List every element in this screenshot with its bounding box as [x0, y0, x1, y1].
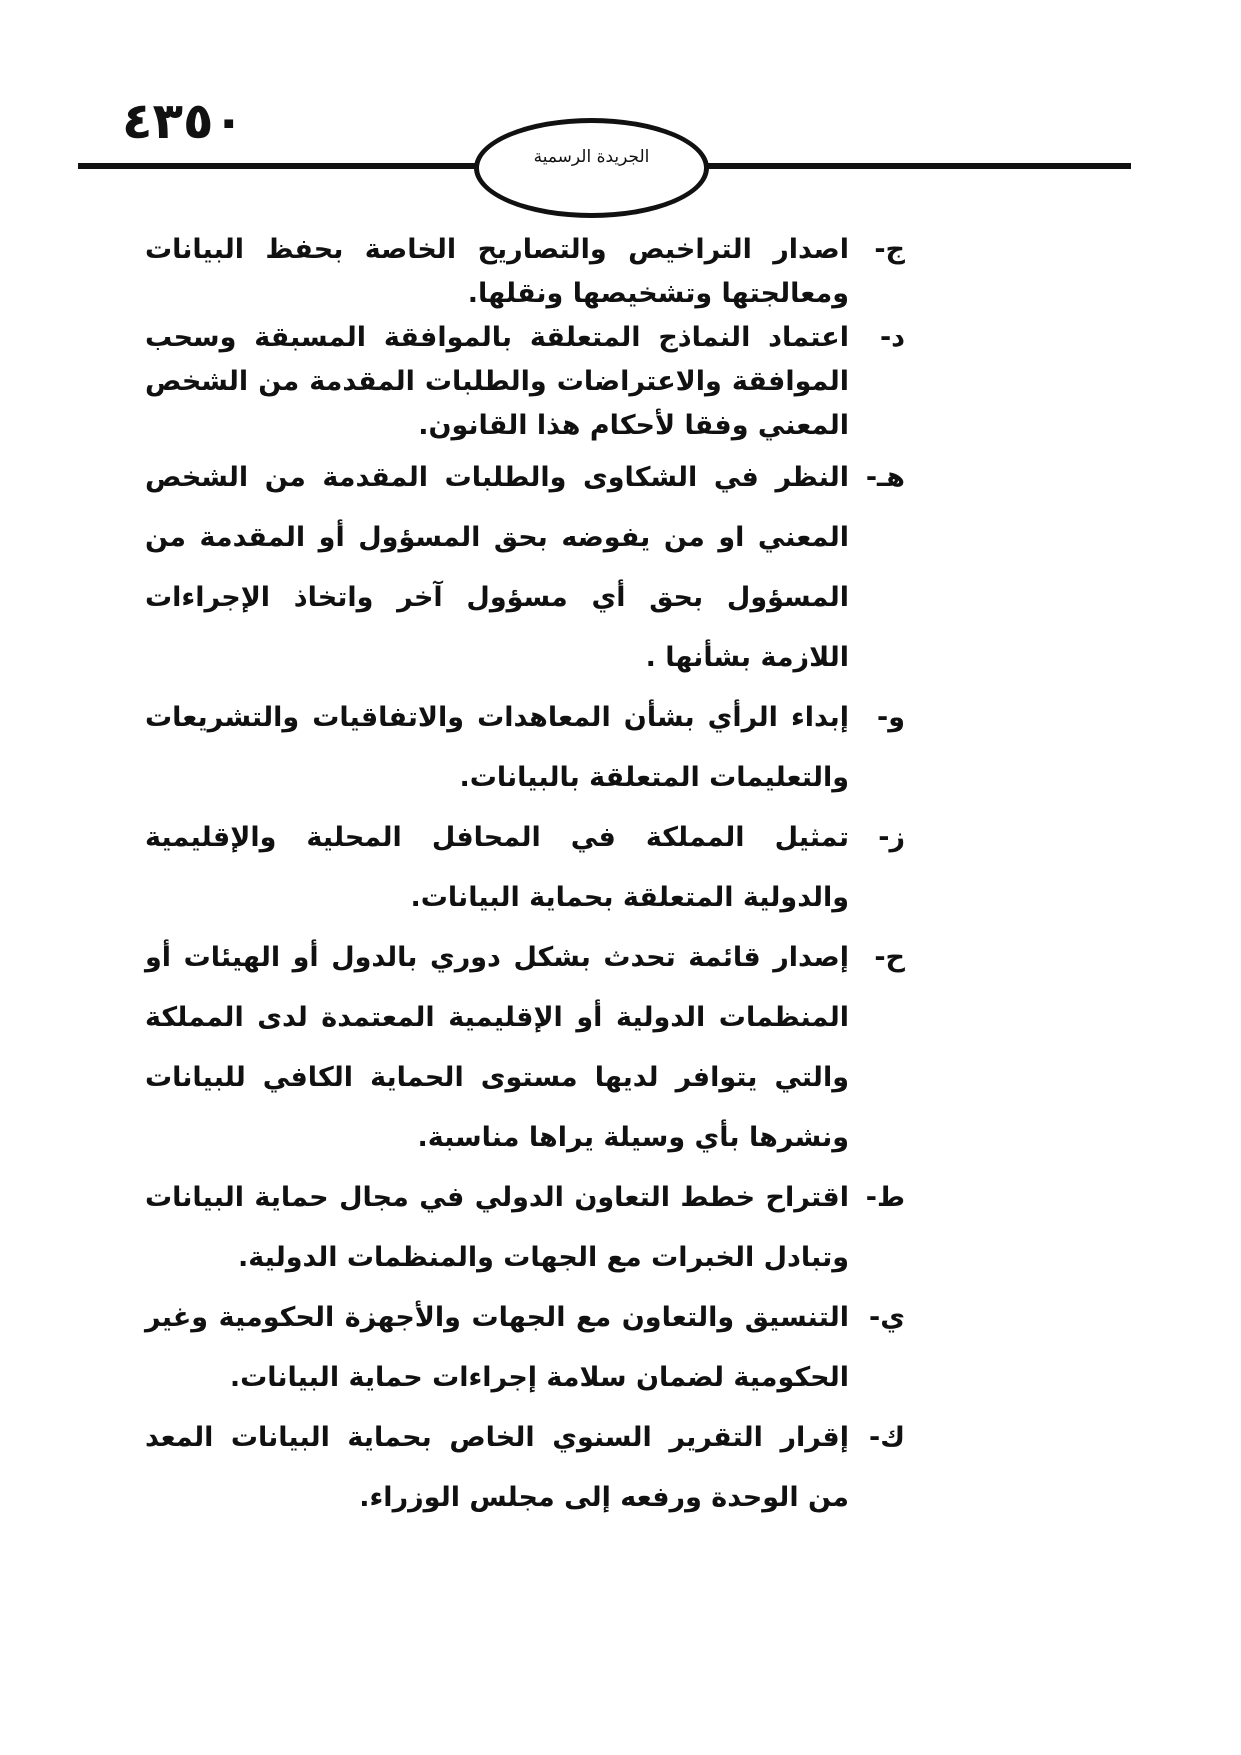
item-text: اعتماد النماذج المتعلقة بالموافقة المسبقة وسحب الموافقة والاعتراضات والطلبات المقدمة من الشخص المعني وفقا لأحكام هذا القانون. — [145, 322, 849, 441]
item-marker: و- — [877, 702, 905, 733]
list-item — [145, 448, 905, 688]
item-marker: هـ- — [865, 462, 905, 493]
item-marker: ز- — [878, 822, 905, 853]
item-marker: ح- — [874, 942, 905, 973]
item-text: إبداء الرأي بشأن المعاهدات والاتفاقيات والتشريعات والتعليمات المتعلقة بالبيانات. — [145, 702, 849, 793]
page-number: ٤٣٥٠ — [122, 92, 245, 150]
item-text: اصدار التراخيص والتصاريح الخاصة بحفظ البيانات ومعالجتها وتشخيصها ونقلها. — [145, 234, 849, 309]
item-text: إقرار التقرير السنوي الخاص بحماية البيانات المعد من الوحدة ورفعه إلى مجلس الوزراء. — [145, 1422, 849, 1513]
item-marker: د- — [879, 322, 905, 353]
list-item — [145, 228, 905, 316]
item-marker: ج- — [874, 234, 905, 265]
item-text: النظر في الشكاوى والطلبات المقدمة من الشخص المعني او من يفوضه بحق المسؤول أو المقدمة من المسؤول بحق أي مسؤول آخر واتخاذ الإجراءات اللازمة بشأنها . — [145, 462, 849, 673]
header-rule-left — [78, 163, 478, 169]
clause-list — [145, 228, 905, 1528]
list-item — [145, 688, 905, 808]
item-text: التنسيق والتعاون مع الجهات والأجهزة الحكومية وغير الحكومية لضمان سلامة إجراءات حماية البيانات. — [145, 1302, 849, 1393]
list-item — [145, 316, 905, 448]
item-text: إصدار قائمة تحدث بشكل دوري بالدول أو الهيئات أو المنظمات الدولية أو الإقليمية المعتمدة لدى المملكة والتي يتوافر لديها مستوى الحماية الكافي للبيانات ونشرها بأي وسيلة يراها مناسبة. — [145, 942, 849, 1153]
item-marker: ي- — [869, 1302, 905, 1333]
item-text: اقتراح خطط التعاون الدولي في مجال حماية البيانات وتبادل الخبرات مع الجهات والمنظمات الدولية. — [145, 1182, 849, 1273]
item-marker: ط- — [865, 1182, 905, 1213]
list-item — [145, 928, 905, 1168]
gazette-title: الجريدة الرسمية — [533, 147, 650, 167]
list-item — [145, 1408, 905, 1528]
list-item — [145, 1288, 905, 1408]
header-rule-right — [708, 163, 1131, 169]
item-text: تمثيل المملكة في المحافل المحلية والإقليمية والدولية المتعلقة بحماية البيانات. — [145, 822, 849, 913]
list-item — [145, 808, 905, 928]
gazette-title-oval — [474, 118, 709, 218]
item-marker: ك- — [869, 1422, 905, 1453]
list-item — [145, 1168, 905, 1288]
